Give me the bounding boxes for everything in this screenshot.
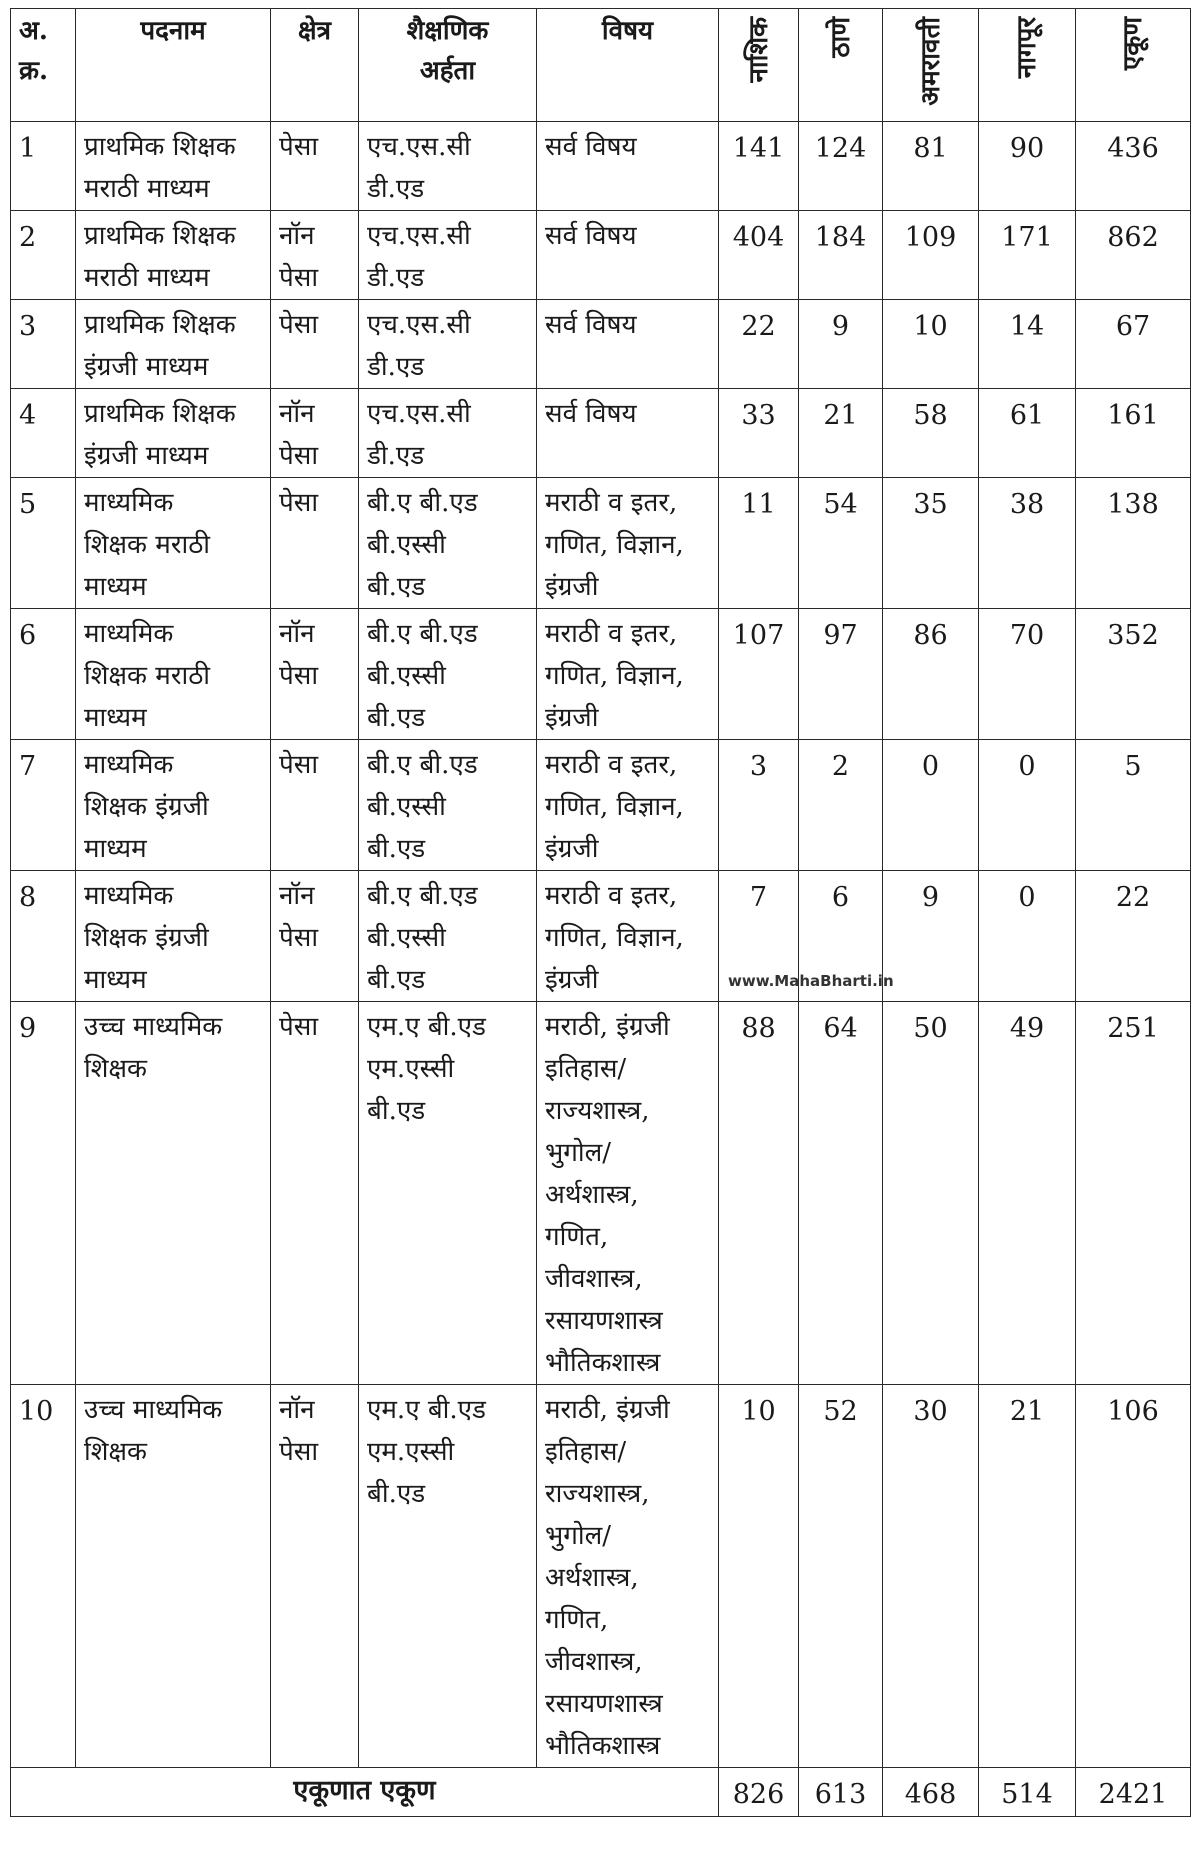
header-subject: विषय — [537, 9, 719, 122]
row-thane-text: 2 — [831, 751, 850, 782]
row-nagpur-text: 61 — [1009, 400, 1045, 431]
row-subject — [537, 609, 719, 740]
row-amravati-text: 30 — [913, 1396, 948, 1427]
header-row — [11, 9, 1191, 122]
row-sr-text: 1 — [19, 133, 37, 164]
row-total-text: 436 — [1107, 133, 1159, 164]
table-row — [11, 1002, 1191, 1385]
row-nagpur — [979, 300, 1076, 389]
row-nagpur-text: 49 — [1009, 1013, 1045, 1044]
row-thane-text: 124 — [814, 133, 867, 164]
row-thane-text: 97 — [823, 620, 858, 651]
grand-total-amravati: 468 — [883, 1768, 979, 1817]
document-page — [10, 8, 1191, 1817]
row-thane — [799, 609, 883, 740]
row-qualification-text: बी.ए बी.एड बी.एस्सी बी.एड — [367, 881, 478, 995]
row-qualification-text: बी.ए बी.एड बी.एस्सी बी.एड — [367, 750, 478, 864]
row-nashik-text: 88 — [741, 1013, 776, 1044]
table-row — [11, 122, 1191, 211]
row-nashik-text: 107 — [732, 620, 785, 651]
row-sr-text: 5 — [19, 489, 37, 520]
row-nashik — [719, 389, 799, 478]
row-sr-text: 9 — [19, 1013, 37, 1044]
row-subject-text: मराठी, इंग्रजी इतिहास/ राज्यशास्त्र, भुगोल/ अर्थशास्त्र, गणित, जीवशास्त्र, रसायणशास्त्र भौतिकशास्त्र — [545, 1395, 670, 1761]
row-nagpur — [979, 609, 1076, 740]
row-qualification-text: एम.ए बी.एड एम.एस्सी बी.एड — [367, 1012, 486, 1126]
row-subject — [537, 1002, 719, 1385]
row-nashik-text: 141 — [732, 133, 785, 164]
row-sr — [11, 871, 76, 1002]
row-amravati-text: 58 — [913, 400, 948, 431]
row-sr — [11, 211, 76, 300]
row-sr — [11, 300, 76, 389]
row-nagpur-text: 70 — [1009, 620, 1045, 651]
row-total-text: 161 — [1107, 400, 1159, 431]
row-sr-text: 4 — [19, 400, 37, 431]
site-watermark: www.MahaBharti.in — [728, 972, 894, 990]
row-thane — [799, 478, 883, 609]
row-total — [1076, 478, 1191, 609]
row-subject — [537, 1385, 719, 1768]
row-subject-text: मराठी व इतर, गणित, विज्ञान, इंग्रजी — [545, 750, 684, 864]
row-amravati — [883, 740, 979, 871]
row-nashik — [719, 1385, 799, 1768]
row-subject-text: मराठी व इतर, गणित, विज्ञान, इंग्रजी — [545, 881, 684, 995]
row-thane — [799, 740, 883, 871]
row-nagpur — [979, 478, 1076, 609]
row-amravati-text: 0 — [921, 751, 940, 782]
row-amravati — [883, 389, 979, 478]
row-post-text: माध्यमिक शिक्षक मराठी माध्यम — [84, 619, 211, 733]
grand-total-nashik: 826 — [719, 1768, 799, 1817]
row-amravati — [883, 478, 979, 609]
row-qualification — [359, 389, 537, 478]
row-thane — [799, 211, 883, 300]
row-post-text: प्राथमिक शिक्षक इंग्रजी माध्यम — [84, 310, 236, 382]
row-total-text: 352 — [1107, 620, 1159, 651]
row-nashik — [719, 740, 799, 871]
row-area-text: पेसा — [279, 132, 319, 162]
row-total-text: 67 — [1115, 311, 1151, 342]
header-qualification: शैक्षणिक अर्हता — [359, 9, 537, 122]
row-total — [1076, 1002, 1191, 1385]
row-subject — [537, 478, 719, 609]
row-sr-text: 8 — [19, 882, 37, 913]
row-total-text: 106 — [1107, 1396, 1159, 1427]
row-sr — [11, 740, 76, 871]
row-thane-text: 6 — [831, 882, 850, 913]
row-qualification-text: बी.ए बी.एड बी.एस्सी बी.एड — [367, 619, 478, 733]
row-subject-text: मराठी व इतर, गणित, विज्ञान, इंग्रजी — [545, 619, 684, 733]
table-row — [11, 740, 1191, 871]
row-sr — [11, 1385, 76, 1768]
row-subject-text: सर्व विषय — [545, 399, 637, 429]
row-thane — [799, 1385, 883, 1768]
row-sr-text: 7 — [19, 751, 37, 782]
row-post — [76, 609, 271, 740]
row-area-text: पेसा — [279, 310, 319, 340]
row-post-text: माध्यमिक शिक्षक इंग्रजी माध्यम — [84, 750, 209, 864]
row-qualification — [359, 211, 537, 300]
row-post — [76, 300, 271, 389]
row-post — [76, 740, 271, 871]
row-total — [1076, 300, 1191, 389]
row-sr — [11, 1002, 76, 1385]
row-qualification-text: एम.ए बी.एड एम.एस्सी बी.एड — [367, 1395, 486, 1509]
row-nashik-text: 22 — [741, 311, 776, 342]
row-sr-text: 10 — [19, 1396, 54, 1427]
row-total-text: 22 — [1115, 882, 1151, 913]
row-sr-text: 6 — [19, 620, 37, 651]
row-area-text: पेसा — [279, 488, 319, 518]
row-nashik — [719, 300, 799, 389]
row-area — [271, 389, 359, 478]
row-post — [76, 1385, 271, 1768]
header-post: पदनाम — [76, 9, 271, 122]
row-nagpur-text: 90 — [1009, 133, 1045, 164]
row-qualification-text: एच.एस.सी डी.एड — [367, 221, 471, 293]
row-total — [1076, 1385, 1191, 1768]
row-qualification — [359, 122, 537, 211]
row-area — [271, 211, 359, 300]
row-thane — [799, 300, 883, 389]
vacancy-table — [10, 8, 1191, 1817]
row-area-text: नॉन पेसा — [279, 221, 319, 293]
table-row — [11, 300, 1191, 389]
table-row — [11, 389, 1191, 478]
row-amravati-text: 109 — [904, 222, 957, 253]
row-area-text: नॉन पेसा — [279, 1395, 319, 1467]
row-sr-text: 3 — [19, 311, 37, 342]
row-amravati — [883, 1002, 979, 1385]
table-row — [11, 1385, 1191, 1768]
row-amravati-text: 81 — [913, 133, 948, 164]
row-thane-text: 184 — [814, 222, 867, 253]
row-thane — [799, 389, 883, 478]
row-amravati-text: 35 — [913, 489, 948, 520]
row-post — [76, 389, 271, 478]
row-nagpur-text: 21 — [1009, 1396, 1045, 1427]
row-area-text: नॉन पेसा — [279, 399, 319, 471]
row-post-text: प्राथमिक शिक्षक मराठी माध्यम — [84, 132, 236, 204]
row-subject — [537, 300, 719, 389]
row-qualification — [359, 478, 537, 609]
row-nagpur — [979, 1002, 1076, 1385]
row-thane-text: 52 — [823, 1396, 858, 1427]
row-post-text: प्राथमिक शिक्षक इंग्रजी माध्यम — [84, 399, 236, 471]
grand-total-nagpur: 514 — [979, 1768, 1076, 1817]
grand-total-label: एकूणात एकूण — [11, 1768, 719, 1817]
row-subject-text: मराठी, इंग्रजी इतिहास/ राज्यशास्त्र, भुगोल/ अर्थशास्त्र, गणित, जीवशास्त्र, रसायणशास्त्र भौतिकशास्त्र — [545, 1012, 670, 1378]
row-nashik-text: 33 — [741, 400, 776, 431]
row-nashik — [719, 122, 799, 211]
row-nashik-text: 7 — [749, 882, 768, 913]
row-nagpur — [979, 211, 1076, 300]
row-amravati — [883, 609, 979, 740]
row-nagpur — [979, 740, 1076, 871]
row-subject-text: सर्व विषय — [545, 310, 637, 340]
row-subject — [537, 871, 719, 1002]
row-qualification — [359, 609, 537, 740]
row-nashik — [719, 1002, 799, 1385]
row-area-text: नॉन पेसा — [279, 881, 319, 953]
row-thane-text: 21 — [823, 400, 858, 431]
table-row — [11, 211, 1191, 300]
row-nashik-text: 10 — [741, 1396, 776, 1427]
header-nagpur: नागपूर — [979, 9, 1076, 122]
row-nagpur-text: 0 — [1018, 882, 1036, 913]
row-total-text: 5 — [1124, 751, 1142, 782]
row-post-text: माध्यमिक शिक्षक इंग्रजी माध्यम — [84, 881, 209, 995]
row-qualification — [359, 1002, 537, 1385]
row-total — [1076, 122, 1191, 211]
header-sr: अ. क्र. — [11, 9, 76, 122]
table-row — [11, 478, 1191, 609]
row-total — [1076, 740, 1191, 871]
row-subject — [537, 389, 719, 478]
row-nagpur-text: 38 — [1009, 489, 1045, 520]
row-total — [1076, 211, 1191, 300]
row-sr — [11, 609, 76, 740]
header-total: एकूण — [1076, 9, 1191, 122]
row-qualification — [359, 300, 537, 389]
row-thane-text: 54 — [823, 489, 858, 520]
row-amravati-text: 10 — [913, 311, 948, 342]
row-subject — [537, 740, 719, 871]
header-area: क्षेत्र — [271, 9, 359, 122]
grand-total-row — [11, 1768, 1191, 1817]
row-nashik-text: 404 — [732, 222, 785, 253]
row-nagpur-text: 0 — [1018, 751, 1036, 782]
row-total — [1076, 609, 1191, 740]
row-nagpur-text: 171 — [1001, 222, 1053, 253]
row-area — [271, 1002, 359, 1385]
row-total — [1076, 389, 1191, 478]
row-total-text: 862 — [1107, 222, 1159, 253]
row-area — [271, 609, 359, 740]
row-sr — [11, 478, 76, 609]
row-thane-text: 64 — [823, 1013, 858, 1044]
row-nagpur — [979, 1385, 1076, 1768]
row-nagpur — [979, 871, 1076, 1002]
row-amravati-text: 50 — [913, 1013, 948, 1044]
row-nashik-text: 3 — [749, 751, 768, 782]
row-amravati-text: 9 — [921, 882, 940, 913]
row-post-text: उच्च माध्यमिक शिक्षक — [84, 1395, 223, 1467]
row-amravati — [883, 300, 979, 389]
row-area — [271, 300, 359, 389]
grand-total-thane: 613 — [799, 1768, 883, 1817]
row-subject-text: मराठी व इतर, गणित, विज्ञान, इंग्रजी — [545, 488, 684, 602]
row-post-text: प्राथमिक शिक्षक मराठी माध्यम — [84, 221, 236, 293]
row-total-text: 251 — [1107, 1013, 1159, 1044]
row-qualification-text: बी.ए बी.एड बी.एस्सी बी.एड — [367, 488, 478, 602]
row-subject-text: सर्व विषय — [545, 132, 637, 162]
row-post — [76, 871, 271, 1002]
row-post-text: उच्च माध्यमिक शिक्षक — [84, 1012, 223, 1084]
row-nashik — [719, 609, 799, 740]
row-area — [271, 1385, 359, 1768]
row-amravati — [883, 211, 979, 300]
row-area — [271, 871, 359, 1002]
row-qualification — [359, 871, 537, 1002]
row-total-text: 138 — [1107, 489, 1159, 520]
row-thane-text: 9 — [831, 311, 850, 342]
row-post — [76, 478, 271, 609]
row-post — [76, 122, 271, 211]
header-thane: ठाणे — [799, 9, 883, 122]
row-subject — [537, 122, 719, 211]
row-post — [76, 1002, 271, 1385]
row-area — [271, 122, 359, 211]
row-sr — [11, 389, 76, 478]
row-nashik — [719, 211, 799, 300]
row-nagpur — [979, 122, 1076, 211]
row-thane — [799, 122, 883, 211]
table-row — [11, 609, 1191, 740]
row-qualification-text: एच.एस.सी डी.एड — [367, 132, 471, 204]
row-nagpur — [979, 389, 1076, 478]
row-sr-text: 2 — [19, 222, 37, 253]
row-area — [271, 740, 359, 871]
header-nashik: नाशिक — [719, 9, 799, 122]
row-qualification-text: एच.एस.सी डी.एड — [367, 399, 471, 471]
row-thane — [799, 1002, 883, 1385]
row-area-text: पेसा — [279, 750, 319, 780]
row-qualification — [359, 1385, 537, 1768]
row-post-text: माध्यमिक शिक्षक मराठी माध्यम — [84, 488, 211, 602]
row-area — [271, 478, 359, 609]
row-area-text: पेसा — [279, 1012, 319, 1042]
row-sr — [11, 122, 76, 211]
row-post — [76, 211, 271, 300]
row-amravati — [883, 1385, 979, 1768]
table-row — [11, 871, 1191, 1002]
header-amravati: अमरावती — [883, 9, 979, 122]
grand-total-overall: 2421 — [1076, 1768, 1191, 1817]
row-amravati — [883, 122, 979, 211]
row-nashik-text: 11 — [741, 489, 776, 520]
row-nashik — [719, 478, 799, 609]
row-subject — [537, 211, 719, 300]
row-nagpur-text: 14 — [1009, 311, 1045, 342]
row-qualification — [359, 740, 537, 871]
row-amravati — [883, 871, 979, 1002]
row-amravati-text: 86 — [913, 620, 948, 651]
row-subject-text: सर्व विषय — [545, 221, 637, 251]
row-area-text: नॉन पेसा — [279, 619, 319, 691]
row-total — [1076, 871, 1191, 1002]
row-qualification-text: एच.एस.सी डी.एड — [367, 310, 471, 382]
